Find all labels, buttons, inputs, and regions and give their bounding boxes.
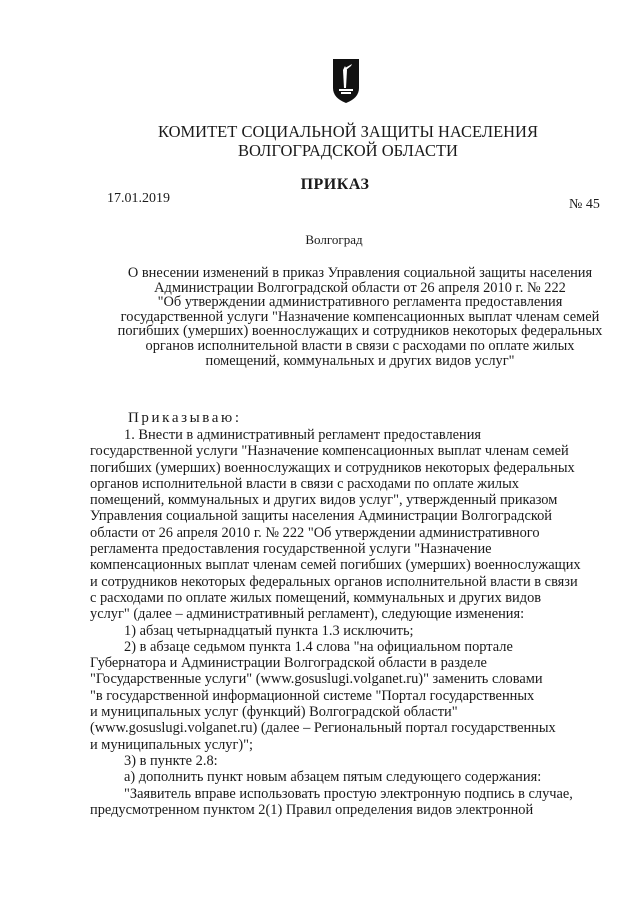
title-line: государственной услуги "Назначение компенсационных выплат членам семей [120,308,600,325]
body-line: области от 26 апреля 2010 г. № 222 "Об утверждении административного [90,524,540,541]
document-number: № 45 [569,197,600,212]
body-line: регламента предоставления государственной услуги "Назначение [90,541,492,558]
body-line: органов исполнительной власти в связи с расходами по оплате жилых [90,475,519,492]
body-line: а) дополнить пункт новым абзацем пятым следующего содержания: [124,769,542,786]
body-line: компенсационных выплат членам семей погибших (умерших) военнослужащих [90,557,581,574]
document-title [100,266,620,368]
body-line: 1. Внести в административный регламент предоставления [124,427,482,443]
body-line: и муниципальных услуг (функций) Волгоградской области" [90,704,458,721]
title-line: Администрации Волгоградской области от 26 апреля 2010 г. № 222 [154,279,566,296]
document-body [90,427,608,818]
body-line: "Заявитель вправе использовать простую электронную подпись в случае, [124,785,573,802]
order-directive: Приказываю: [128,410,242,426]
title-line: органов исполнительной власти в связи с расходами по оплате жилых [145,337,575,354]
title-line: помещений, коммунальных и других видов услуг" [205,352,515,369]
body-line: предусмотренном пунктом 2(1) Правил определения видов электронной [90,801,534,818]
coat-of-arms-icon [332,58,360,104]
document-city: Волгоград [305,232,363,247]
body-line: услуг" (далее – административный регламент), следующие изменения: [90,606,525,623]
body-line: с расходами по оплате жилых помещений, коммунальных и других видов [90,589,542,606]
body-line: государственной услуги "Назначение компенсационных выплат членам семей [90,443,569,460]
body-line: (www.gosuslugi.volganet.ru) (далее – Региональный портал государственных [90,720,556,737]
document-type: ПРИКАЗ [300,176,370,193]
title-line: погибших (умерших) военнослужащих и сотрудников некоторых федеральных [117,323,603,340]
organization-name-line2: ВОЛГОГРАДСКОЙ ОБЛАСТИ [238,141,458,160]
organization-name-line1: КОМИТЕТ СОЦИАЛЬНОЙ ЗАЩИТЫ НАСЕЛЕНИЯ [158,122,538,141]
body-line: Управления социальной защиты населения Администрации Волгоградской [90,508,553,525]
body-line: погибших (умерших) военнослужащих и сотрудников некоторых федеральных [90,459,575,476]
document-date: 17.01.2019 [107,191,170,206]
title-line: "Об утверждении административного регламента предоставления [157,294,563,311]
body-line: "Государственные услуги" (www.gosuslugi.volganet.ru)" заменить словами [90,671,543,688]
body-line: помещений, коммунальных и других видов услуг", утвержденный приказом [90,492,558,509]
title-line: О внесении изменений в приказ Управления социальной защиты населения [127,265,593,281]
body-line: 2) в абзаце седьмом пункта 1.4 слова "на официальном портале [124,638,513,655]
body-line: и муниципальных услуг)"; [90,736,254,753]
body-line: Губернатора и Администрации Волгоградской области в разделе [90,655,487,672]
body-line: 3) в пункте 2.8: [124,752,218,769]
body-line: "в государственной информационной системе "Портал государственных [90,687,535,704]
body-line: 1) абзац четырнадцатый пункта 1.3 исключить; [124,622,414,639]
body-line: и сотрудников некоторых федеральных органов исполнительной власти в связи [90,573,578,590]
